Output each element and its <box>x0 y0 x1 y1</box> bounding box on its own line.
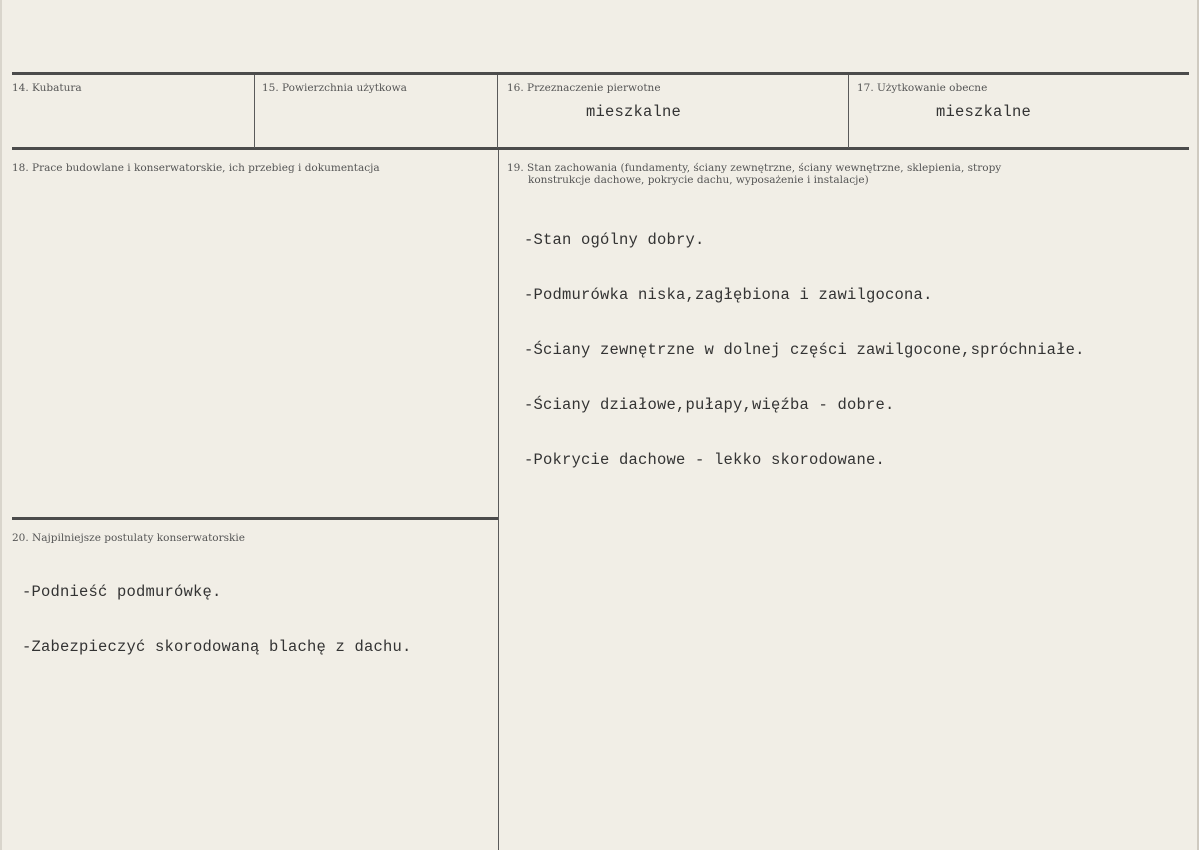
field-16-value: mieszkalne <box>586 103 682 121</box>
field-19-text <box>524 195 1085 506</box>
field-17-value: mieszkalne <box>936 103 1032 121</box>
field-19-line: -Stan ogólny dobry. <box>524 231 705 249</box>
field-15-label: 15. Powierzchnia użytkowa <box>262 82 407 94</box>
field-17-label: 17. Użytkowanie obecne <box>857 82 988 94</box>
field-19-line: -Pokrycie dachowe - lekko skorodowane. <box>524 451 886 469</box>
field-18-label: 18. Prace budowlane i konserwatorskie, ich przebieg i dokumentacja <box>12 162 380 174</box>
divider-14-15 <box>254 75 255 148</box>
field-20-line: -Podnieść podmurówkę. <box>22 583 222 601</box>
field-14-label: 14. Kubatura <box>12 82 82 94</box>
row1-bottom-rule <box>12 147 1189 150</box>
divider-left-right <box>498 150 499 850</box>
field-20-label: 20. Najpilniejsze postulaty konserwatorskie <box>12 532 245 544</box>
divider-16-17 <box>848 75 849 148</box>
field-19-line: -Ściany zewnętrzne w dolnej części zawilgocone,spróchniałe. <box>524 341 1085 359</box>
field-19-line: -Podmurówka niska,zagłębiona i zawilgocona. <box>524 286 933 304</box>
field-19-label-line1: 19. Stan zachowania (fundamenty, ściany zewnętrzne, ściany wewnętrzne, sklepienia, stropy <box>507 162 1002 174</box>
field-19-label-line2: konstrukcje dachowe, pokrycie dachu, wyposażenie i instalacje) <box>528 174 869 186</box>
divider-15-16 <box>497 75 498 148</box>
top-rule <box>12 72 1189 75</box>
field-19-line: -Ściany działowe,pułapy,więźba - dobre. <box>524 396 895 414</box>
section18-bottom-rule <box>12 517 498 520</box>
field-20-line: -Zabezpieczyć skorodowaną blachę z dachu. <box>22 638 412 656</box>
field-20-text <box>22 547 412 693</box>
field-16-label: 16. Przeznaczenie pierwotne <box>507 82 661 94</box>
